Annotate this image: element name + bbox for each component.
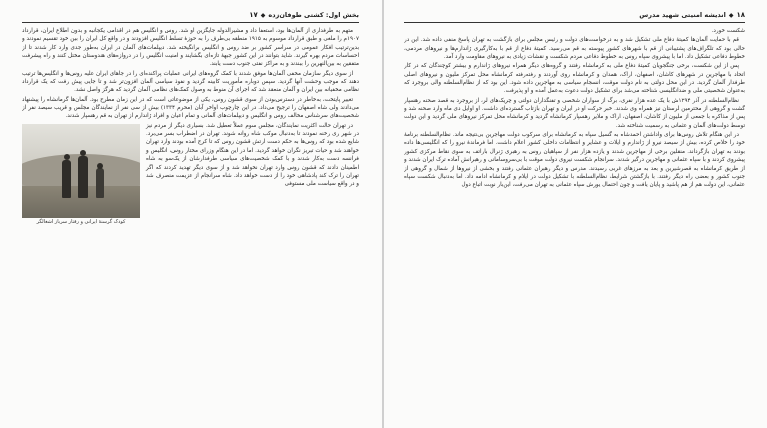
header-left-group bbox=[249, 11, 359, 19]
header-rule bbox=[404, 22, 745, 23]
historical-photo bbox=[22, 124, 140, 226]
book-title: اندیشه امنیتی شهید مدرس bbox=[639, 11, 726, 19]
paragraph: پس از این شکست، برخی جنگجویان کمیتهٔ دفاع ملی به کرمانشاه رفتند و گروه‌های دیگر همراه نیروهای ژاندارم و بیشتر کوچندگان که در کار اتحاد با مهاجرین در شهرهای کاشان، اصفهان، اراک، همدان و کرمانشاه روی آوردند و رفته‌رفته کرمانشاه محل تمرکز ملیون و نیروهای اصلی طرفدار آلمان گردید. در این محل دولتی به نام دولت موقت، انسجام سیاسی به مهاجرین داده شود. این بود که از نظام‌السلطنه والی بروجرد که به‌عنوان شخصیتی ملی و ضدانگلیسی شناخته می‌شد برای تشکیل دولت دعوت به‌عمل آمده و او پذیرفت. bbox=[404, 63, 745, 95]
paragraph: در این هنگام تلاش روس‌ها برای واداشتن احمدشاه به گسیل سپاه به کرمانشاه برای سرکوب دولت مهاجرین بی‌نتیجه ماند. نظام‌السلطنه برنامهٔ خود را خلاص کرده، بیش از سیصد نیرو از ژاندارم و ایلات و عشایر و انتظامات داخلی کشور اعلام داشت. اما فرماندهٔ نیرو را که انگلیسی‌ها داده بودند به تهران بازگرداند. منقلین برخی از مهاجرین شدند و یازده هزار نفر از سپاهیان روس به رهبری ژنرال باراتف به سوی نقاط مرکزی کشور پیشروی کردند و با سپاه عثمانی و مهاجرین درگیر شدند. سرانجام شکست نیروی دولت موقت با بی‌سروسامانی و رهبرانش آماده ترک ایران شدند و از طریق کرمانشاه به قصرشیرین و بعد به مرزهای غربی رسیدند. مدرس و دیگر رهبران عثمانی رفتند و بخشی از نیروها از شمال و گروهی از جنوب کشور و بعضی راه دیگر رفتند. با بازگشتن شرایط، نظام‌السلطنه با تشکیل دولت در ایلام و کرمانشاه ادامه داد. اما به‌دنبال شکست سپاه عثمانی، این دولت هم از هم پاشید و پایان یافت و چون احتمال یورش سپاه عثمانی به تهران می‌رفت، این‌بار نوبت اتباع دول bbox=[404, 132, 745, 189]
header-right-group bbox=[639, 11, 745, 19]
paragraph: نظام‌السلطنه در آذر ۱۲۹۴ش با یک عده هزار نفری، برگ از سواران شخصی و تفنگداران دولتی و چریک‌های لر، از بروجرد به قصد صحنه رهسپار گشت و گروهی از محترمین لرستان نیز همراه وی شدند. خبر حرکت او در ایران و تهران بازتاب گسترده‌ای داشت. او اوایل دی ماه وارد صحنه شد و پس از مذاکره با جمعی از ملیون از کاشان، اصفهان، اراک و ملایر رهسپار کرمانشاه گردید و کرمانشاه محل تمرکز نیروهای ملی گردید و این دولت توسط دولت‌های آلمان و عثمانی به رسمیت شناخته شد. bbox=[404, 97, 745, 129]
paragraph: متهم به طرفداری از آلمان‌ها بود، استعفا داد و مشیرالدوله جایگزین او شد. روس و انگلیس هم در اقدامی یکجانبه و بدون اطلاع ایران، قرارداد ۱۹۰۷م را ملغی و طبق قرارداد موسوم به ۱۹۱۵ منطقه بی‌طرف را به حوزهٔ تسلط انگلیس افزودند و در واقع کل ایران را بین خود تقسیم نمودند و بدین‌ترتیب افکار عمومی در سراسر کشور بر ضد روس و انگلیس برانگیخته شد. دیپلمات‌های آلمان در ایران به‌طور جدی وارد کار شدند تا از احساسات مردم بهره گیرند. شاید بتوانند در این کشور جبههٔ تازه‌ای بگشایند و امنیت انگلیس را در دروازه‌های هندوستان مختل کنند و راه پیشرفت متفقین به بین‌النهرین را ببندند و به مراکز نفتی جنوب دست یابند. bbox=[22, 28, 359, 68]
left-page bbox=[0, 0, 383, 428]
header-rule bbox=[22, 22, 359, 23]
page-number: ۱۷ bbox=[249, 11, 258, 19]
diamond-icon: ◆ bbox=[728, 12, 734, 19]
chapter-title: بخش اول: کشتی طوفان‌زده bbox=[268, 11, 359, 19]
paragraph: قم با حمایت آلمان‌ها کمیتهٔ دفاع ملی تشکیل شد و به درخواست‌های دولت و رئیس مجلس برای بازگشت به تهران پاسخ منفی داده شد. این در حالی بود که تلگراف‌های پشتیبانی از قم با شهرهای کشور پیوسته به قم می‌رسید. کمیتهٔ دفاع از قم با به‌کارگیری ژاندارم‌ها و نیروهای مردمی، خطوط دفاعی تشکیل داد. اما با پیشروی سپاه روس به خطوط دفاعی مردم شکست و نقشات زیادی به نیروهای مقاومت وارد آمد. bbox=[404, 37, 745, 61]
paragraph: در تهران حالت اکثریت نمایندگان، مجلس سوم عملاً تعطیل شد. بسیاری دیگر از مردم نیز در شهر ری رخنه نمودند تا به‌دنبال موکب شاه روانه شوند. تهران در اضطراب بسر می‌برد. شایع شده بود که روس‌ها به حکم دست ارتش قشون روس که تا کرج آمده بودند وارد تهران خواهند شد و حیات تبریز نگران خواهد گردید. اما در این هنگام وزرای مختار روس، انگلیس و فرانسه دست به‌کار شدند و با کمک شخصیت‌های سیاسی طرفدارشان از یک‌سو به شاه اطمینان دادند که قشون روس وارد تهران نخواهد شد و از سوی دیگر تهدید کردند که اگر تهران را ترک کند پادشاهی خود را از دست خواهد داد. شاه سرانجام از عزیمت منصرف شد و در واقع سیاست ملی مستوفی bbox=[146, 122, 359, 188]
page-header bbox=[404, 9, 745, 21]
photo-caption: کودک گرسنهٔ ایرانی و رفتار سرباز اشغالگر bbox=[36, 218, 126, 225]
diamond-icon: ◆ bbox=[260, 12, 266, 19]
right-page bbox=[384, 0, 767, 428]
page-number: ۱۸ bbox=[736, 11, 745, 19]
paragraph: شکست خورد. bbox=[711, 28, 745, 34]
paragraph: از سوی دیگر سازمان مخفی آلمان‌ها موفق شدند با کمک گروه‌های ایرانی عملیات پراکنده‌ای را در جاهای ایران علیه روس‌ها و انگلیس‌ها ترتیب دهند که موجب وحشت آنها گردید. سپس دوباره مأموریت کابینه گردید و نفوذ سیاسی آلمان افزون‌تر شد و تا جایی پیش رفت که یک قرارداد نظامی مخفیانه بین ایران و آلمان منعقد شد که اجرای آن منوط به وصول کمک‌های نظامی آلمان گردید که هرگز واصل نشد. bbox=[22, 70, 359, 94]
paragraph: تغییر پایتخت، به‌خاطر در دسترس‌بودن از سوی قشون روس، یکی از موضوعاتی است که در این زمان مطرح بود. آلمان‌ها گرمانشاه را پیشنهاد می‌دادند ولی شاه اصفهان را ترجیح می‌داد. در این چارچوب اواخر آبان (محرم ۱۳۳۴) بیش از سی نفر از نمایندگان مجلس و قریب سیصد نفر از شخصیت‌های سرشناس مخالف روس و انگلیس و دیپلمات‌های آلمانی و تمام اعیان و افراد ژاندارم از تهران به قم رهسپار شدند. bbox=[22, 96, 359, 120]
photo-image bbox=[22, 124, 140, 218]
body-text bbox=[404, 27, 745, 420]
page-header bbox=[22, 9, 359, 21]
body-text bbox=[22, 27, 359, 420]
